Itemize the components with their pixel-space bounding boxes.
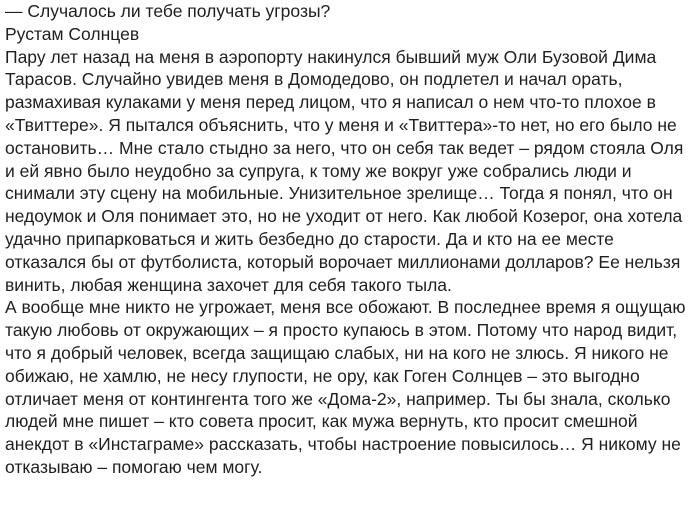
- answer-paragraph-1: Пару лет назад на меня в аэропорту накинулся бывший муж Оли Бузовой Дима Тарасов. Случайно увидев меня в Домодедово, он подлетел и начал орать, размахивая кулаками у меня перед лицом, что я написал о нем что-то плохое в «Твиттере». Я пытался объяснить, что у меня и «Твиттера»-то нет, но его было не остановить… Мне стало стыдно за него, что он себя так ведет – рядом стояла Оля и ей явно было неудобно за супруга, к тому же вокруг уже собрались люди и снимали эту сцену на мобильные. Унизительное зрелище… Тогда я понял, что он недоумок и Оля понимает это, но не уходит от него. Как любой Козерог, она хотела удачно припарковаться и жить безбедно до старости. Да и кто на ее месте отказался бы от футболиста, который ворочает миллионами долларов? Ее нельзя винить, любая женщина захочет для себя такого тыла.: [5, 46, 684, 295]
- speaker-name: Рустам Солнцев: [5, 23, 140, 44]
- answer-paragraph-2: А вообще мне никто не угрожает, меня все обожают. В последнее время я ощущаю такую любовь от окружающих – я просто купаюсь в этом. Потому что народ видит, что я добрый человек, всегда защищаю слабых, ни на кого не злюсь. Я никого не обижаю, не хамлю, не несу глупости, не ору, как Гоген Солнцев – это выгодно отличает меня от контингента того же «Дома-2», например. Ты бы знала, сколько людей мне пишет – кто совета просит, как мужа вернуть, кто просит смешной анекдот в «Инстаграме» рассказать, чтобы настроение повысилось… Я никому не отказываю – помогаю чем могу.: [5, 297, 686, 477]
- interview-question: — Случалось ли тебе получать угрозы?: [5, 1, 331, 21]
